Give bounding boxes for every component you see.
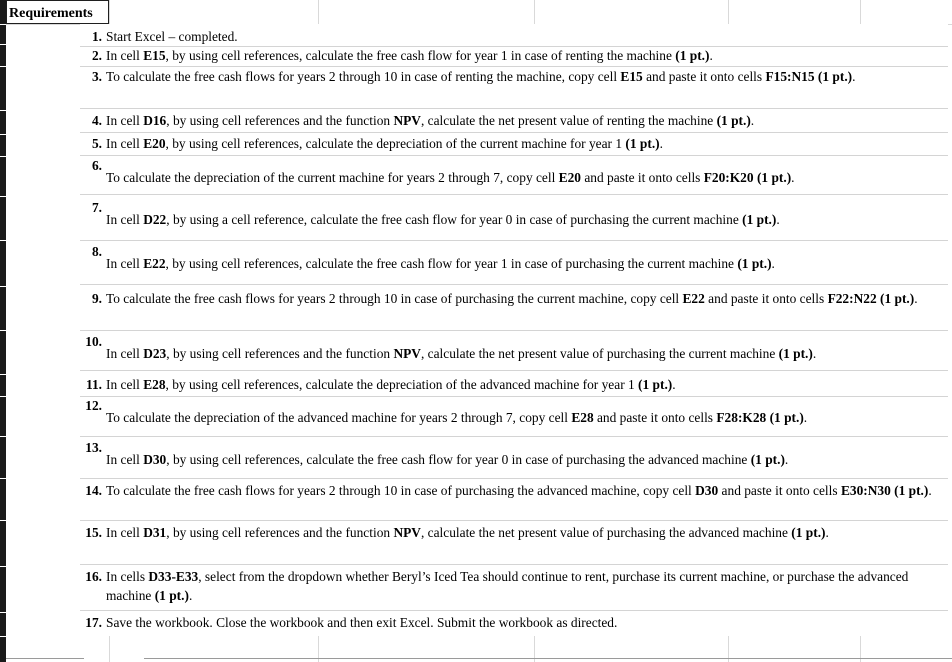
requirement-item — [80, 612, 948, 634]
requirement-item — [80, 198, 948, 241]
requirement-number: 8. — [91, 244, 102, 259]
requirement-number: 7. — [91, 200, 102, 215]
requirement-number: 9. — [91, 291, 102, 306]
requirement-number: 3. — [91, 69, 102, 84]
requirement-text: Start Excel – completed. — [106, 29, 238, 44]
requirement-number: 14. — [85, 483, 102, 498]
requirement-text: In cell E28, by using cell references, calculate the depreciation of the advanced machine for year 1 (1 pt.). — [106, 377, 676, 392]
requirement-text: To calculate the free cash flows for years 2 through 10 in case of purchasing the advanced machine, copy cell D30 and paste it onto cells E30:N30 (1 pt.). — [106, 483, 932, 498]
requirement-item — [80, 26, 948, 47]
requirement-item — [80, 66, 948, 109]
row-divider — [0, 134, 6, 135]
requirement-text: To calculate the free cash flows for years 2 through 10 in case of renting the machine, copy cell E15 and paste it onto cells F15:N15 (1 pt.). — [106, 69, 856, 84]
requirement-text: To calculate the depreciation of the advanced machine for years 2 through 7, copy cell E28 and paste it onto cells F28:K28 (1 pt.). — [106, 410, 808, 425]
requirement-text: In cell D31, by using cell references and the function NPV, calculate the net present value of purchasing the advanced machine (1 pt.). — [106, 525, 829, 540]
requirement-text: In cell D16, by using cell references and the function NPV, calculate the net present value of renting the machine (1 pt.). — [106, 113, 755, 128]
requirement-text: In cells D33-E33, select from the dropdown whether Beryl’s Iced Tea should continue to rent, purchase its current machine, or purchase the advanced machine (1 pt.). — [106, 569, 909, 603]
requirement-text: In cell E22, by using cell references, calculate the free cash flow for year 1 in case of purchasing the current machine (1 pt.). — [106, 256, 775, 271]
requirement-item — [80, 480, 948, 521]
row-divider — [0, 196, 6, 197]
requirement-number: 12. — [85, 398, 102, 413]
row-divider — [0, 240, 6, 241]
row-divider — [0, 436, 6, 437]
requirement-item — [80, 332, 948, 371]
row-divider — [0, 44, 6, 45]
row-divider — [0, 374, 6, 375]
row-header-strip — [0, 0, 6, 662]
row-divider — [0, 636, 6, 637]
requirements-list — [80, 24, 948, 636]
requirement-item — [80, 438, 948, 479]
requirement-number: 4. — [91, 113, 102, 128]
sheet-bottom-edge — [144, 658, 952, 659]
row-divider — [0, 286, 6, 287]
requirement-text: In cell E20, by using cell references, calculate the depreciation of the current machine for year 1 (1 pt.). — [106, 136, 663, 151]
requirements-title: Requirements — [9, 6, 93, 21]
requirement-number: 1. — [91, 29, 102, 44]
row-divider — [0, 478, 6, 479]
row-divider — [0, 66, 6, 67]
requirement-item — [80, 396, 948, 437]
sheet-bottom-edge — [6, 658, 84, 659]
requirement-item — [80, 46, 948, 67]
row-divider — [0, 566, 6, 567]
requirement-number: 6. — [91, 158, 102, 173]
requirement-text: In cell D23, by using cell references and the function NPV, calculate the net present value of purchasing the current machine (1 pt.). — [106, 346, 817, 361]
requirement-text: In cell D22, by using a cell reference, calculate the free cash flow for year 0 in case of purchasing the current machine (1 pt.). — [106, 212, 780, 227]
requirement-number: 16. — [85, 569, 102, 584]
row-divider — [0, 330, 6, 331]
requirement-number: 5. — [91, 136, 102, 151]
requirement-number: 13. — [85, 440, 102, 455]
requirement-text: In cell D30, by using cell references, calculate the free cash flow for year 0 in case of purchasing the advanced machine (1 pt.). — [106, 452, 789, 467]
requirement-item — [80, 156, 948, 195]
requirement-number: 2. — [91, 48, 102, 63]
requirement-text: To calculate the free cash flows for years 2 through 10 in case of purchasing the current machine, copy cell E22 and paste it onto cells F22:N22 (1 pt.). — [106, 291, 918, 306]
row-divider — [0, 520, 6, 521]
requirement-item — [80, 288, 948, 331]
requirement-item — [80, 242, 948, 285]
requirement-item — [80, 374, 948, 397]
requirement-item — [80, 110, 948, 133]
requirement-text: To calculate the depreciation of the current machine for years 2 through 7, copy cell E20 and paste it onto cells F20:K20 (1 pt.). — [106, 170, 795, 185]
requirement-text: In cell E15, by using cell references, calculate the free cash flow for year 1 in case of renting the machine (1 pt.). — [106, 48, 713, 63]
row-divider — [0, 156, 6, 157]
requirement-number: 17. — [85, 615, 102, 630]
requirement-number: 15. — [85, 525, 102, 540]
row-divider — [0, 110, 6, 111]
row-divider — [0, 612, 6, 613]
requirement-item — [80, 133, 948, 156]
requirement-item — [80, 522, 948, 565]
requirement-number: 10. — [85, 334, 102, 349]
requirement-text: Save the workbook. Close the workbook and then exit Excel. Submit the workbook as directed. — [106, 615, 618, 630]
requirement-number: 11. — [86, 377, 102, 392]
row-divider — [0, 396, 6, 397]
requirement-item — [80, 566, 948, 611]
